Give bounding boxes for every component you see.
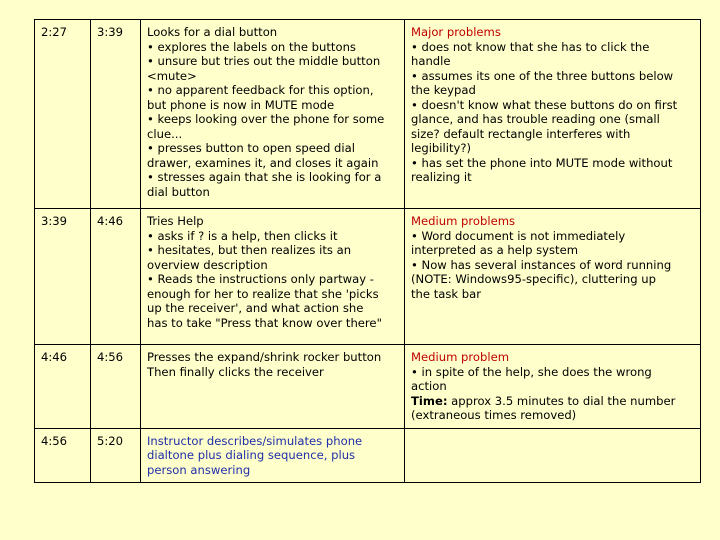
activity-line: Presses the expand/shrink rocker button — [147, 350, 382, 364]
activity-line: but phone is now in MUTE mode — [147, 97, 335, 112]
activity-line: • explores the labels on the buttons — [147, 39, 356, 54]
activity-line: up the receiver', and what action she — [147, 301, 364, 315]
problem-line: • doesn't know what these buttons do on first — [411, 97, 678, 112]
activity-line: overview description — [147, 257, 268, 272]
activity-line: clue... — [147, 126, 183, 141]
problem-line: • has set the phone into MUTE mode without — [411, 155, 673, 170]
table-row — [35, 345, 701, 429]
activity-line: • no apparent feedback for this option, — [147, 83, 374, 97]
activity-line: • stresses again that she is looking for a — [147, 170, 382, 184]
problem-line: (NOTE: Windows95-specific), cluttering up — [411, 272, 656, 286]
problems-cell — [405, 345, 701, 429]
activity-line: Instructor describes/simulates phone — [147, 433, 363, 448]
problem-line: realizing it — [411, 170, 472, 184]
problem-line: • in spite of the help, she does the wrong — [411, 364, 652, 379]
time-summary — [411, 394, 695, 409]
problem-line: the keypad — [411, 83, 476, 97]
activity-cell — [141, 20, 405, 209]
activity-line: • keeps looking over the phone for some — [147, 112, 385, 126]
activity-line: Then finally clicks the receiver — [147, 364, 324, 379]
table-row — [35, 20, 701, 209]
time-text: approx 3.5 minutes to dial the number — [447, 393, 676, 408]
activity-line: • hesitates, but then realizes its an — [147, 243, 352, 257]
problem-line: size? default rectangle interferes with — [411, 126, 631, 141]
activity-line: <mute> — [147, 68, 197, 83]
problem-line: • Word document is not immediately — [411, 228, 626, 243]
start-time-cell: 4:56 — [35, 428, 91, 483]
activity-line: • asks if ? is a help, then clicks it — [147, 228, 338, 243]
end-time-cell: 4:56 — [91, 345, 141, 429]
problem-line: glance, and has trouble reading one (small — [411, 112, 660, 126]
problem-line: the task bar — [411, 286, 482, 301]
problem-severity: Medium problem — [411, 350, 510, 364]
problem-line: interpreted as a help system — [411, 243, 579, 257]
problem-line: legibility?) — [411, 141, 472, 155]
activity-line: Tries Help — [147, 214, 204, 228]
activity-line: dialtone plus dialing sequence, plus — [147, 448, 356, 462]
problem-line: • assumes its one of the three buttons below — [411, 68, 674, 83]
start-time-cell: 3:39 — [35, 209, 91, 345]
start-time-cell: 4:46 — [35, 345, 91, 429]
activity-line: dial button — [147, 184, 210, 199]
table-row — [35, 209, 701, 345]
problems-cell — [405, 209, 701, 345]
activity-line: • Reads the instructions only partway - — [147, 272, 374, 286]
activity-cell — [141, 209, 405, 345]
start-time-cell: 2:27 — [35, 20, 91, 209]
problem-line: handle — [411, 54, 451, 68]
usability-log-table — [34, 19, 701, 483]
activity-line: drawer, examines it, and closes it again — [147, 155, 379, 170]
activity-line: Looks for a dial button — [147, 25, 278, 39]
problems-cell-empty — [405, 428, 701, 483]
problem-line: • does not know that she has to click the — [411, 39, 650, 54]
time-note: (extraneous times removed) — [411, 408, 577, 422]
problem-severity: Medium problems — [411, 214, 516, 228]
time-label: Time: — [411, 393, 448, 408]
end-time-cell: 4:46 — [91, 209, 141, 345]
problem-severity: Major problems — [411, 25, 501, 39]
problem-line: action — [411, 379, 447, 393]
activity-line: • presses button to open speed dial — [147, 141, 355, 155]
table-row — [35, 428, 701, 483]
problem-line: • Now has several instances of word running — [411, 257, 672, 272]
activity-cell — [141, 428, 405, 483]
activity-line: enough for her to realize that she 'picks — [147, 286, 379, 301]
activity-line: has to take "Press that know over there" — [147, 315, 382, 330]
end-time-cell: 3:39 — [91, 20, 141, 209]
activity-line: person answering — [147, 462, 251, 477]
end-time-cell: 5:20 — [91, 428, 141, 483]
problems-cell — [405, 20, 701, 209]
activity-cell — [141, 345, 405, 429]
activity-line: • unsure but tries out the middle button — [147, 54, 381, 68]
